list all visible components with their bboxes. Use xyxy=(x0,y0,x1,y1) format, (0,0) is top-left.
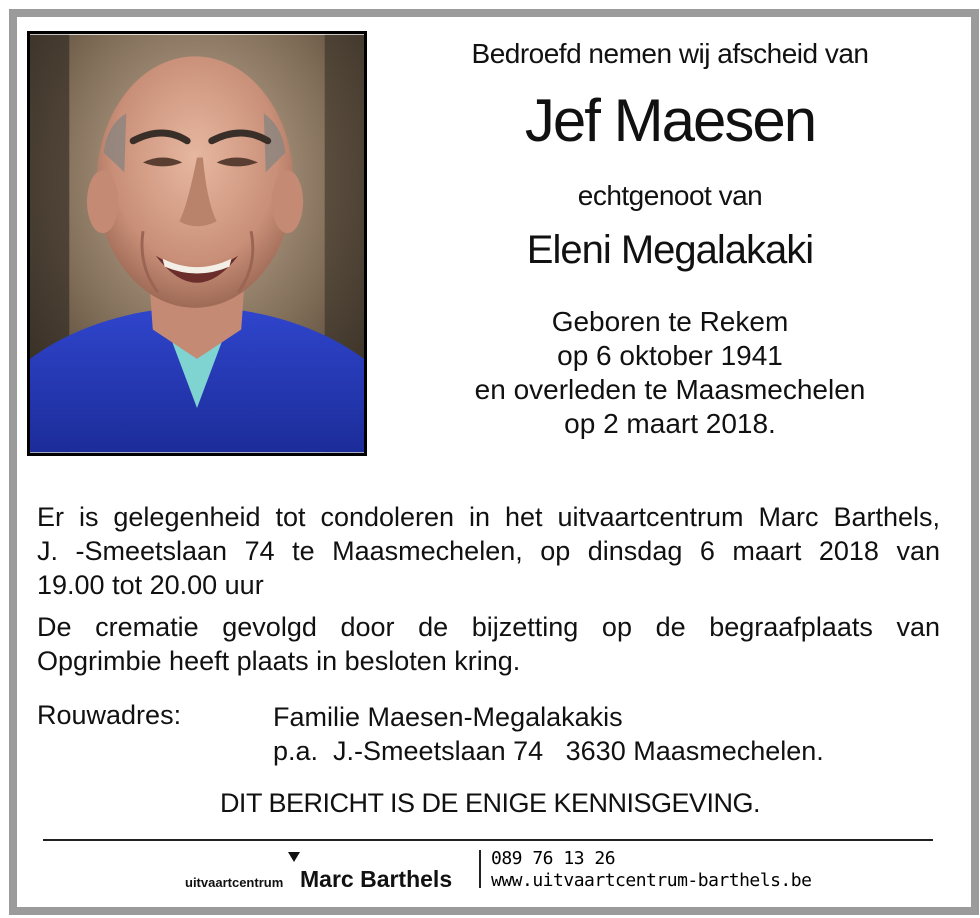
portrait-photo xyxy=(27,31,367,456)
cremation-paragraph xyxy=(37,610,940,678)
phone-number: 089 76 13 26 xyxy=(491,848,616,869)
portrait-illustration xyxy=(30,34,364,453)
footer-separator xyxy=(479,850,481,888)
bio-line: Geboren te Rekem xyxy=(551,306,789,337)
divider xyxy=(43,839,933,841)
deceased-name: Jef Maesen xyxy=(524,87,816,154)
paragraph-line: Opgrimbie heeft plaats in besloten kring. xyxy=(37,646,521,676)
spouse-name: Eleni Megalakaki xyxy=(526,228,814,272)
website-link[interactable]: www.uitvaartcentrum-barthels.be xyxy=(491,870,812,891)
paragraph-line: Er is gelegenheid tot condoleren in het uitvaartcentrum Marc Barthels, xyxy=(37,502,940,532)
intro-text: Bedroefd nemen wij afscheid van xyxy=(471,38,869,69)
notice-text: DIT BERICHT IS DE ENIGE KENNISGEVING. xyxy=(219,788,761,818)
contact-info xyxy=(491,848,811,892)
logo-prefix: uitvaartcentrum xyxy=(185,875,284,890)
paragraph-line: J. -Smeetslaan 74 te Maasmechelen, op dinsdag 6 maart 2018 van xyxy=(37,536,940,566)
paragraph-line: 19.00 tot 20.00 uur xyxy=(37,570,264,600)
logo-name: Marc Barthels xyxy=(300,866,453,892)
address-line: Familie Maesen-Megalakakis xyxy=(273,702,623,732)
condolence-paragraph xyxy=(37,500,940,602)
biography xyxy=(390,305,950,441)
funeral-home-logo xyxy=(185,852,475,896)
address-block xyxy=(273,700,824,768)
relation-text: echtgenoot van xyxy=(577,180,763,211)
address-label: Rouwadres: xyxy=(37,700,182,730)
bio-line: op 6 oktober 1941 xyxy=(557,340,783,371)
triangle-icon xyxy=(288,852,300,862)
bio-line: en overleden te Maasmechelen xyxy=(474,374,866,405)
bio-line: op 2 maart 2018. xyxy=(564,408,776,439)
address-line: p.a. J.-Smeetslaan 74 3630 Maasmechelen. xyxy=(273,736,824,766)
paragraph-line: De crematie gevolgd door de bijzetting op de begraafplaats van xyxy=(37,612,940,642)
